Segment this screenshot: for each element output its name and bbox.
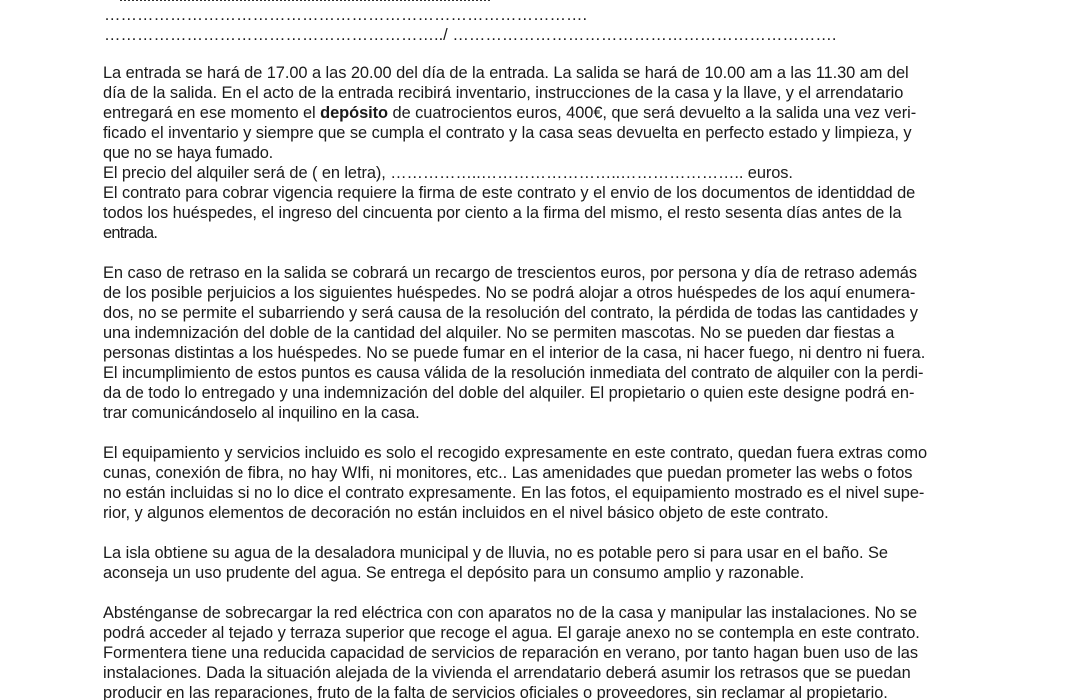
text-line: de los posible perjuicios a los siguientes huéspedes. No se podrá alojar a otros huéspedes de los aquí enumera- (103, 284, 916, 302)
text-line: personas distintas a los huéspedes. No se puede fumar en el interior de la casa, ni hacer fuego, ni dentro ni fuera. (103, 344, 926, 362)
paragraph-electricity (103, 603, 983, 700)
text-line: que no se haya fumado. (103, 144, 273, 162)
deposit-term-bold: depósito (320, 104, 389, 122)
text-line (103, 103, 983, 123)
text-line: En caso de retraso en la salida se cobrará un recargo de trescientos euros, por persona y día de retraso además (103, 264, 917, 282)
text-segment: de cuatrocientos euros, 400€, que será devuelto a la salida una vez veri- (388, 104, 917, 122)
paragraph-water (103, 543, 983, 583)
text-line: aconseja un uso prudente del agua. Se entrega el depósito para un consumo amplio y razonable. (103, 564, 805, 582)
text-line: día de la salida. En el acto de la entrada recibirá inventario, instrucciones de la casa y la llave, y el arrendatario (103, 84, 904, 102)
text-line: trar comunicándoselo al inquilino en la casa. (103, 404, 420, 422)
fill-in-dotted-line-2: ……………………………………………………../ ……………………………………………………………. (104, 26, 837, 44)
text-line: cunas, conexión de fibra, no hay WIfi, ni monitores, etc.. Las amenidades que puedan prometer las webs o fotos (103, 464, 913, 482)
text-line: Formentera tiene una reducida capacidad de servicios de reparación en verano, por tanto hagan buen uso de las (103, 644, 918, 662)
text-line: rior, y algunos elementos de decoración no están incluidos en el nivel básico objeto de este contrato. (103, 504, 829, 522)
text-line: una indemnización del doble de la cantidad del alquiler. No se permiten mascotas. No se pueden dar fiestas a (103, 324, 895, 342)
text-line: La isla obtiene su agua de la desaladora municipal y de lluvia, no es potable pero si para usar en el baño. Se (103, 544, 888, 562)
text-line: todos los huéspedes, el ingreso del cincuenta por ciento a la firma del mismo, el resto sesenta días antes de la (103, 204, 902, 222)
text-line: El incumplimiento de estos puntos es causa válida de la resolución inmediata del contrato de alquiler con la perdi- (103, 364, 924, 382)
text-line: no están incluidas si no lo dice el contrato expresamente. En las fotos, el equipamiento mostrado es el nivel supe- (103, 484, 925, 502)
text-line: da de todo lo entregado y una indemnización del doble del alquiler. El propietario o quien este designe podrá en- (103, 384, 915, 402)
text-line: El equipamiento y servicios incluido es solo el recogido expresamente en este contrato, quedan fuera extras como (103, 444, 928, 462)
text-line: El contrato para cobrar vigencia requiere la firma de este contrato y el envio de los documentos de identiddad de (103, 184, 916, 202)
text-line: producir en las reparaciones, fruto de la falta de servicios oficiales o proveedores, sin reclamar al propietario. (103, 684, 888, 700)
text-line: El precio del alquiler será de ( en letra), ……………..……………………..………………….. euros. (103, 164, 793, 182)
text-line: instalaciones. Dada la situación alejada de la vivienda el arrendatario deberá asumir los retrasos que se puedan (103, 664, 911, 682)
paragraph-equipment (103, 443, 983, 523)
text-line: Absténganse de sobrecargar la red eléctrica con con aparatos no de la casa y manipular las instalaciones. No se (103, 604, 918, 622)
text-segment: entregará en ese momento el (103, 104, 321, 122)
contract-body (103, 63, 983, 700)
fill-in-dotted-line-1: ……………………………………………………………………………. (104, 6, 588, 24)
paragraph-entry-exit (103, 63, 983, 243)
cut-off-dotted-line (120, 0, 490, 1)
text-line: entrada. (103, 224, 158, 242)
paragraph-late-checkout (103, 263, 983, 423)
text-line: ficado el inventario y siempre que se cumpla el contrato y la casa seas devuelta en perfecto estado y limpieza, y (103, 124, 912, 142)
text-line: podrá acceder al tejado y terraza superior que recoge el agua. El garaje anexo no se contempla en este contrato. (103, 624, 920, 642)
text-line: dos, no se permite el subarriendo y será causa de la resolución del contrato, la pérdida de todas las cantidades y (103, 304, 918, 322)
text-line: La entrada se hará de 17.00 a las 20.00 del día de la entrada. La salida se hará de 10.00 am a las 11.30 am del (103, 64, 909, 82)
